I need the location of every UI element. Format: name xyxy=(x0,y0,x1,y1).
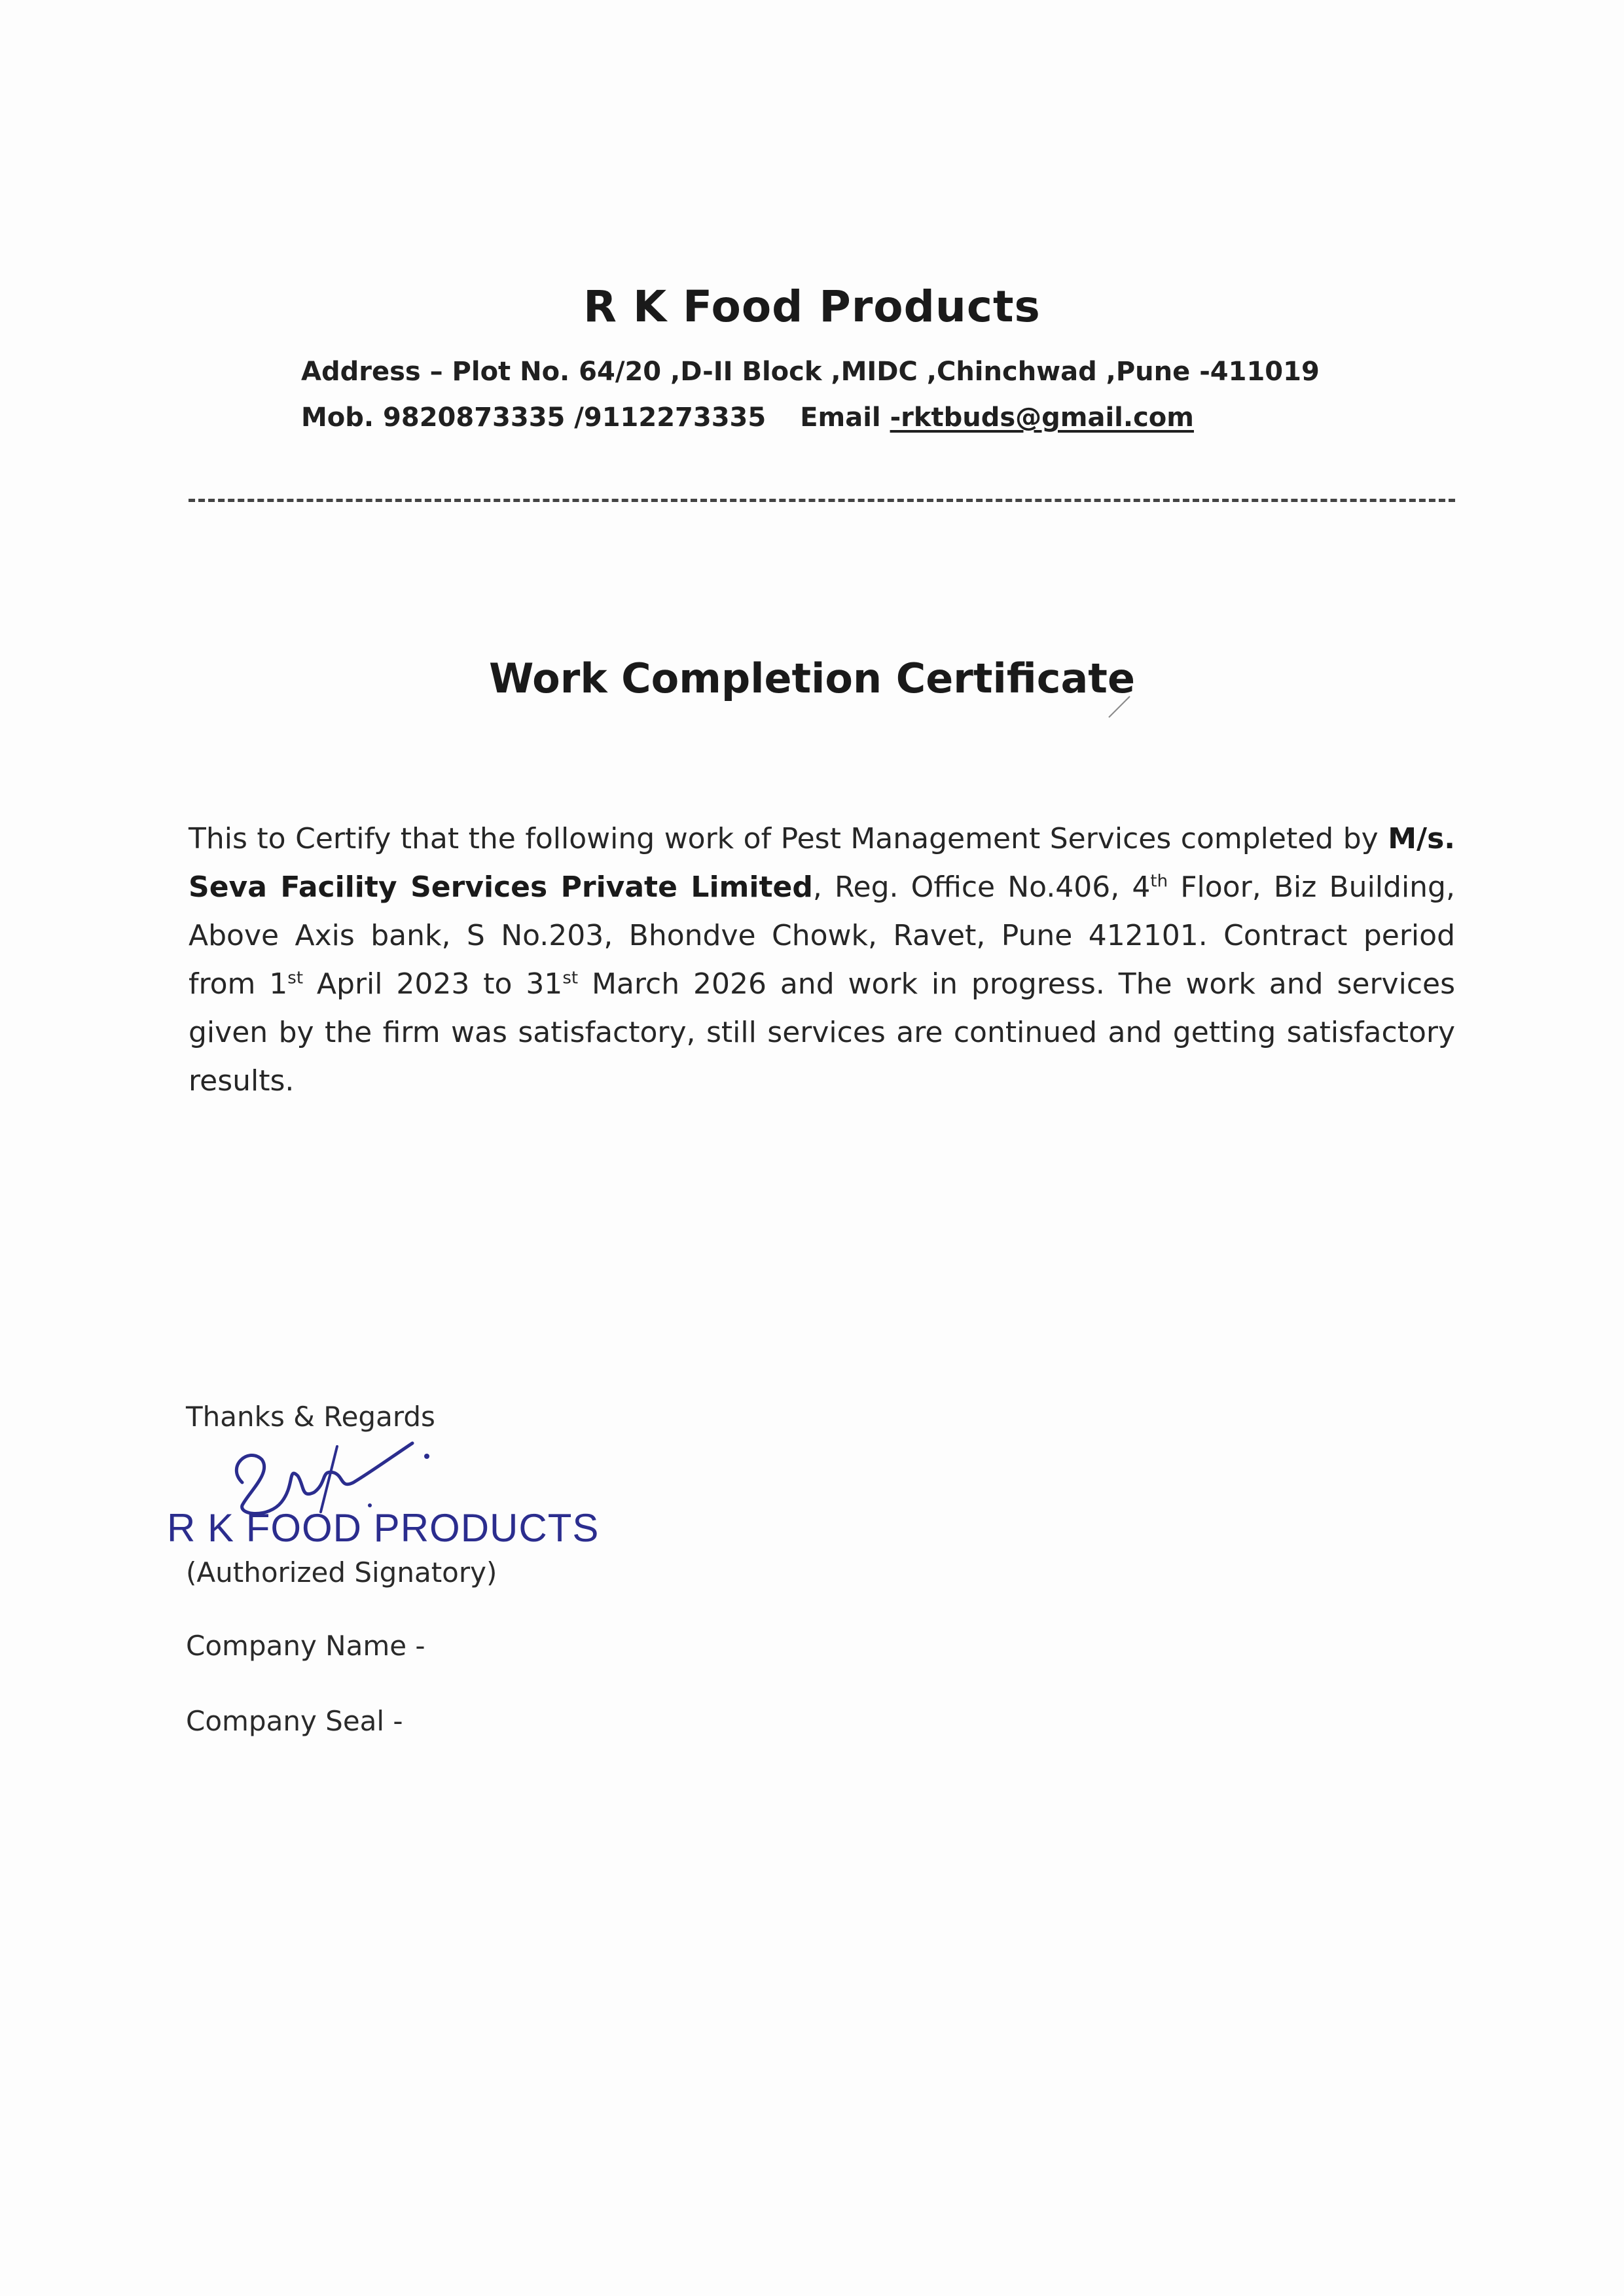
ordinal-suffix: th xyxy=(1150,871,1168,891)
body-part-5: March 2026 and work in progress. The work and services given by the firm was satisfactory, still services are continued and getting satisfactory results. xyxy=(189,967,1456,1098)
closing-regards: Thanks & Regards xyxy=(186,1401,435,1433)
company-title: R K Food Products xyxy=(583,281,1041,332)
mobile-numbers: Mob. 9820873335 /9112273335 xyxy=(301,403,767,433)
document-title: Work Completion Certificate xyxy=(488,655,1135,702)
ordinal-suffix: st xyxy=(287,968,304,988)
company-seal-label: Company Seal - xyxy=(186,1705,403,1737)
email-label: Email xyxy=(800,403,890,433)
firm-name: M/s. Seva Facility Services Private Limited xyxy=(189,822,1455,904)
body-part-4: April 2023 to 31 xyxy=(303,967,563,1001)
ordinal-suffix: st xyxy=(562,968,579,988)
company-name-label: Company Name - xyxy=(186,1630,425,1662)
body-part-3: Floor, Biz Building, Above Axis bank, S No.203, Bhondve Chowk, Ravet, Pune 412101. Contract period from 1 xyxy=(189,870,1455,1001)
pen-stroke-mark xyxy=(1106,694,1132,720)
company-stamp: R K FOOD PRODUCTS xyxy=(167,1506,600,1550)
company-address: Address – Plot No. 64/20 ,D-II Block ,MIDC ,Chinchwad ,Pune -411019 xyxy=(301,357,1320,387)
header-divider xyxy=(189,499,1455,502)
email-address: -rktbuds@gmail.com xyxy=(890,403,1194,433)
certificate-body xyxy=(189,815,1455,1105)
authorized-signatory-label: (Authorized Signatory) xyxy=(186,1556,497,1588)
company-contact xyxy=(301,403,1194,433)
body-part-1: This to Certify that the following work of Pest Management Services completed by xyxy=(189,822,1388,855)
body-part-2: , Reg. Office No.406, 4 xyxy=(812,870,1151,904)
